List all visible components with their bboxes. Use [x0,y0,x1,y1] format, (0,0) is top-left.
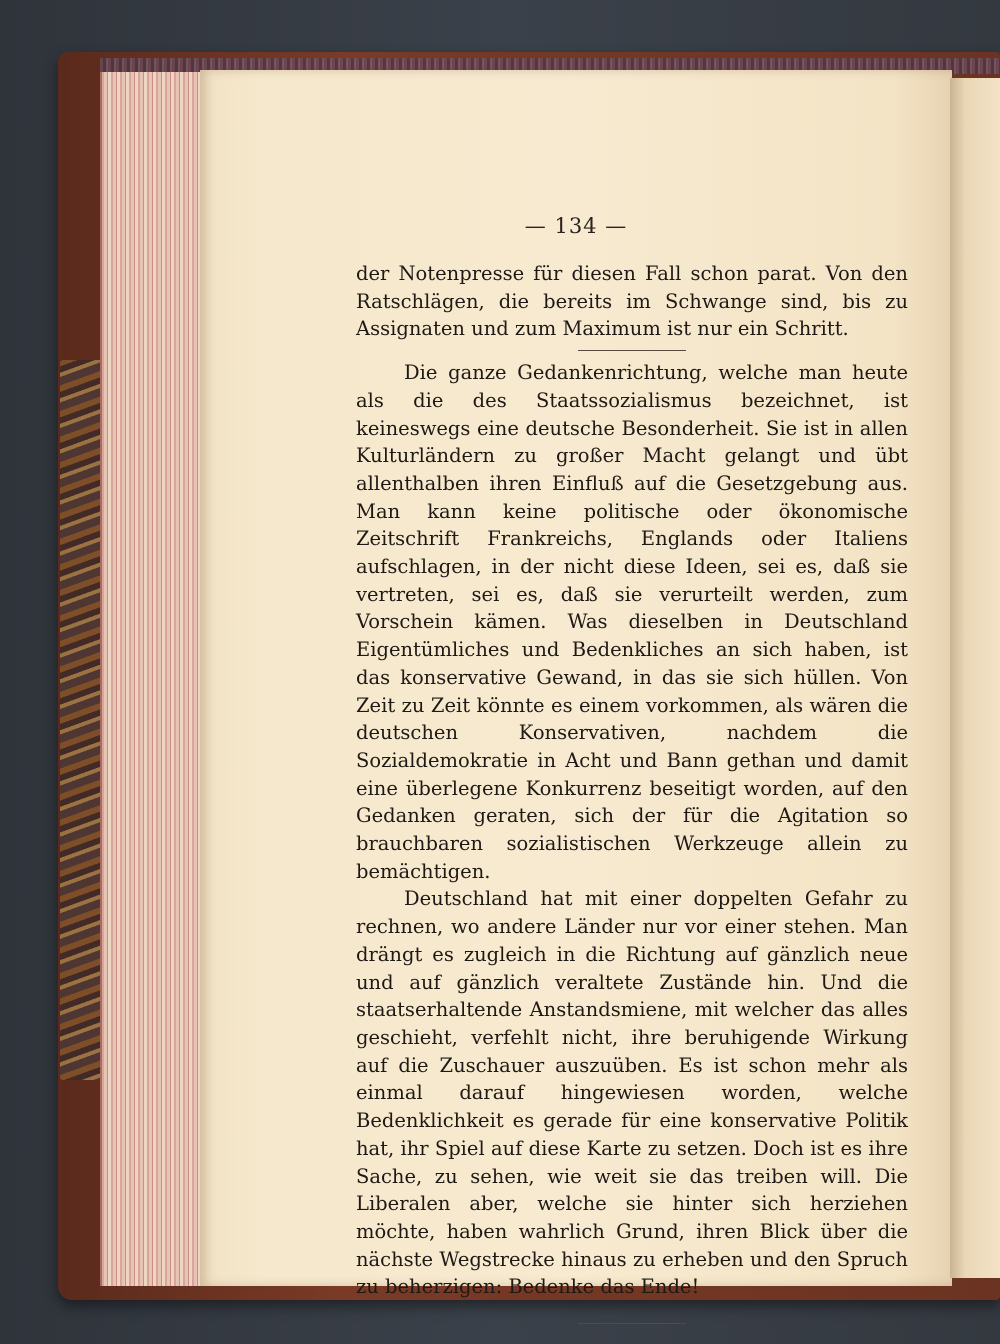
paragraph-3: Deutschland hat mit einer doppelten Gefahr zu rechnen, wo andere Länder nur vor einer stehen. Man drängt es zugleich in die Richtung auf gänzlich neue und auf gänzlich veraltete Zustände hin. Und die staatserhaltende Anstandsmiene, mit welcher das alles geschieht, verfehlt nicht, ihre beruhigende Wirkung auf die Zuschauer auszuüben. Es ist schon mehr als einmal darauf hingewiesen worden, welche Bedenklichkeit es gerade für eine konservative Politik hat, ihr Spiel auf diese Karte zu setzen. Doch ist es ihre Sache, zu sehen, wie weit sie das treiben will. Die Liberalen aber, welche sie hinter sich herziehen möchte, haben wahrlich Grund, ihren Blick über die nächste Wegstrecke hinaus zu erheben und den Spruch zu beherzigen: Bedenke das Ende! [356,887,908,1299]
paragraph-1: der Notenpresse für diesen Fall schon parat. Von den Ratschlägen, die bereits im Schwange sind, bis zu Assignaten und zum Maximum ist nur ein Schritt. [356,262,908,341]
page-edges-stack [100,72,208,1286]
section-divider [578,350,686,351]
page-text [356,260,908,1332]
end-divider [578,1323,686,1324]
page-number: — 134 — [524,214,628,238]
paragraph-2: Die ganze Gedankenrichtung, welche man heute als die des Staatssozialismus bezeichnet, ist keineswegs eine deutsche Besonderheit. Sie ist in allen Kulturländern zu großer Macht gelangt und übt allenthalben ihren Einfluß auf die Gesetzgebung aus. Man kann keine politische oder ökonomische Zeitschrift Frankreichs, Englands oder Italiens aufschlagen, in der nicht diese Ideen, sei es, daß sie vertreten, sei es, daß sie verurteilt werden, zum Vorschein kämen. Was dieselben in Deutschland Eigentümliches und Bedenkliches an sich haben, ist das konservative Gewand, in das sie sich hüllen. Von Zeit zu Zeit könnte es einem vorkommen, als wären die deutschen Konservativen, nachdem die Sozialdemokratie in Acht und Bann gethan und damit eine überlegene Konkurrenz beseitigt worden, auf den Gedanken geraten, sich der für die Agitation so brauchbaren sozialistischen Werkzeuge allein zu bemächtigen. [356,361,908,883]
marbled-cover-edge [60,360,104,1080]
facing-page-edge [950,78,1000,1278]
